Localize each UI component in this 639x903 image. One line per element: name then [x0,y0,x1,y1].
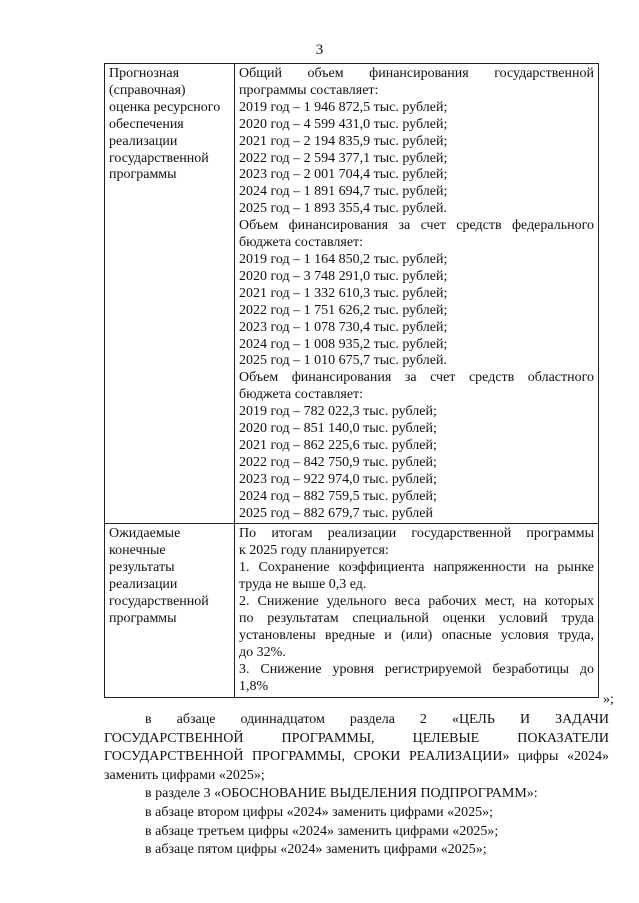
amendment-line: ГОСУДАРСТВЕННОЙ ПРОГРАММЫ, СРОКИ РЕАЛИЗАЦИИ» цифры «2024» [104,749,609,765]
content-line: По итогам реализации государственной программы [239,526,594,542]
amendment-line: в абзаце пятом цифры «2024» заменить цифрами «2025»; [145,842,487,858]
content-line: 2019 год – 1 946 872,5 тыс. рублей; [239,99,448,115]
row-content-cell [235,524,599,697]
content-line: 2020 год – 851 140,0 тыс. рублей; [239,421,437,437]
row-label-cell [105,524,235,697]
label-line: (справочная) [109,82,186,98]
label-line: государственной [109,150,209,166]
label-line: государственной [109,594,209,610]
content-line: 2023 год – 922 974,0 тыс. рублей; [239,471,437,487]
label-line: обеспечения [109,116,184,132]
content-line: 1. Сохранение коэффициента напряженности на рынке [239,560,594,576]
amendment-line: в абзаце втором цифры «2024» заменить цифрами «2025»; [145,804,493,820]
content-line: 2024 год – 1 891 694,7 тыс. рублей; [239,184,448,200]
content-line: 2025 год – 1 010 675,7 тыс. рублей. [239,353,447,369]
row-label-cell [105,64,235,524]
content-line: установлены вредные и (или) опасные условия труда, [239,627,594,643]
label-line: программы [109,611,177,626]
content-line: 2020 год – 3 748 291,0 тыс. рублей; [239,268,448,284]
label-line: результаты [109,560,175,576]
content-line: 2020 год – 4 599 431,0 тыс. рублей; [239,116,448,132]
content-line: 2022 год – 1 751 626,2 тыс. рублей; [239,302,448,318]
table-closing-mark: »; [603,692,614,707]
content-line: 2021 год – 2 194 835,9 тыс. рублей; [239,133,448,149]
label-line: оценка ресурсного [109,99,221,115]
content-line: 2024 год – 1 008 935,2 тыс. рублей; [239,336,448,352]
content-line: бюджета составляет: [239,235,364,251]
content-line: Объем финансирования за счет средств федерального [239,218,594,234]
label-line: реализации [109,577,178,593]
content-line: 2022 год – 2 594 377,1 тыс. рублей; [239,150,448,166]
label-line: программы [109,167,177,183]
label-line: конечные [109,543,166,559]
content-line: 2024 год – 882 759,5 тыс. рублей; [239,488,437,504]
content-line: до 32%. [239,644,286,660]
content-line: по результатам специальной оценки условий труда [239,611,594,626]
content-line: 2023 год – 1 078 730,4 тыс. рублей; [239,319,448,335]
content-line: 2025 год – 1 893 355,4 тыс. рублей. [239,201,447,217]
content-line: 2021 год – 862 225,6 тыс. рублей; [239,437,437,453]
label-line: реализации [109,133,178,149]
content-line: 2025 год – 882 679,7 тыс. рублей [239,505,433,521]
content-line: 2. Снижение удельного веса рабочих мест, на которых [239,594,594,610]
amendment-line: в абзаце третьем цифры «2024» заменить цифрами «2025»; [145,823,499,839]
content-line: Объем финансирования за счет средств областного [239,370,594,386]
content-line: труда не выше 0,3 ед. [239,577,367,593]
content-line: 1,8% [239,678,269,694]
content-line: 2019 год – 1 164 850,2 тыс. рублей; [239,251,448,267]
content-line: Общий объем финансирования государственной [239,66,594,81]
content-line: 2021 год – 1 332 610,3 тыс. рублей; [239,285,448,301]
row-content-cell [235,64,599,524]
label-line: Прогнозная [109,66,180,81]
program-passport-table [104,63,599,698]
content-line: 2022 год – 842 750,9 тыс. рублей; [239,454,437,470]
content-line: к 2025 году планируется: [239,543,389,559]
label-line: Ожидаемые [109,526,181,542]
amendment-line: в абзаце одиннадцатом раздела 2 «ЦЕЛЬ И ЗАДАЧИ [145,712,609,727]
page-number: 3 [315,42,324,58]
amendment-line: ГОСУДАРСТВЕННОЙ ПРОГРАММЫ, ЦЕЛЕВЫЕ ПОКАЗАТЕЛИ [104,730,609,746]
content-line: программы составляет: [239,82,379,98]
amendment-line: заменить цифрами «2025»; [104,767,265,783]
amendments-text [104,711,609,860]
content-line: 3. Снижение уровня регистрируемой безработицы до [239,661,594,677]
amendment-line: в разделе 3 «ОБОСНОВАНИЕ ВЫДЕЛЕНИЯ ПОДПРОГРАММ»: [145,786,538,802]
content-line: 2019 год – 782 022,3 тыс. рублей; [239,404,437,420]
table-row [105,64,599,524]
content-line: бюджета составляет: [239,387,364,403]
content-line: 2023 год – 2 001 704,4 тыс. рублей; [239,167,448,183]
table-row [105,524,599,697]
